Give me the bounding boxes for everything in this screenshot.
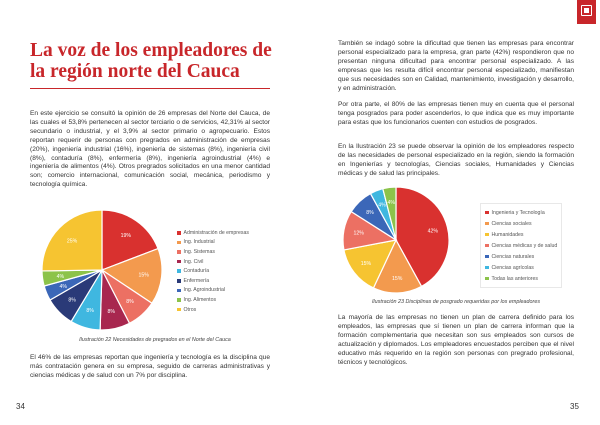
legend-swatch — [485, 277, 489, 281]
legend-item — [177, 266, 249, 276]
legend-swatch — [177, 298, 181, 302]
legend-swatch — [177, 269, 181, 273]
legend-swatch — [177, 279, 181, 283]
legend-item — [485, 251, 557, 262]
legend-label: Ing. Sistemas — [183, 248, 215, 255]
legend-swatch — [485, 244, 489, 248]
page-number-left: 34 — [16, 402, 25, 411]
legend-item — [177, 295, 249, 305]
legend-label: Todas las anteriores — [491, 275, 538, 282]
figure-caption-22: Ilustración 22 Necesidades de pregrados en el Norte del Cauca — [79, 337, 231, 343]
legend-label: Ing. Agroindustrial — [183, 287, 226, 294]
pie-data-label: 8% — [107, 308, 115, 315]
legend-label: Otros — [183, 306, 197, 313]
legend-item — [485, 262, 557, 273]
legend-item — [177, 228, 249, 238]
legend-swatch — [485, 222, 489, 226]
pie-data-label: 8% — [86, 308, 94, 315]
legend-item — [485, 240, 557, 251]
right-page — [300, 0, 600, 425]
pie-data-label: 15% — [391, 275, 403, 282]
legend-label: Administración de empresas — [183, 229, 249, 236]
pie-data-label: 4% — [56, 273, 65, 280]
paragraph-posgrados: Por otra parte, el 80% de las empresas tienen muy en cuenta que el personal tenga posgrados para poder ascenderlos, lo que indica que es muy importante para estas que los funcionarios cuenten con estudios de posgrados. — [338, 101, 574, 126]
legend-swatch — [485, 233, 489, 237]
legend-item — [485, 229, 557, 240]
legend-label: Ingenieria y Tecnología — [491, 209, 545, 216]
paragraph-plan-carrera: La mayoría de las empresas no tienen un plan de carrera definido para los empleados, las empresas que sí tienen un plan de carrera informan que la formación complementaria que necesitan son sus empleados son cursos de actualización y diplomados. Los empleadores encuestados perciben que el nivel educativo más requerido en la región son personas con pregrado profesional, técnicos y tecnológicos. — [338, 314, 574, 366]
legend-swatch — [177, 231, 181, 235]
chart-legend-posgrados — [480, 203, 562, 288]
pie-data-label: 8% — [126, 299, 134, 306]
brand-logo-icon — [577, 0, 596, 24]
legend-item — [485, 218, 557, 229]
pie-data-label: 25% — [66, 238, 78, 245]
pie-data-label: 15% — [360, 261, 372, 268]
legend-item — [177, 276, 249, 286]
pie-data-label: 4% — [59, 284, 68, 291]
legend-item — [177, 286, 249, 296]
pie-chart-posgrados — [338, 185, 458, 297]
legend-label: Contaduría — [183, 268, 210, 275]
legend-label: Ing. Alimentos — [183, 296, 217, 303]
pie-data-label: 15% — [138, 272, 149, 279]
paragraph-dificultad: También se indagó sobre la dificultad que tienen las empresas para encontrar personal especializado para la empresa, gran parte (42%) respondieron que no presentan ninguna dificultad para encontrar personal especializado. A las empresas que les resulta difícil encontrar personal especializado, manifiestan que sus necesidades son en Calidad, mantenimiento, investigación y desarrollo, y en administración. — [338, 40, 574, 92]
legend-item — [177, 238, 249, 248]
figure-caption-23: Ilustración 23 Disciplinas de posgrado requeridas por los empleadores — [371, 299, 541, 305]
pie-data-label: 19% — [120, 233, 132, 240]
pie-data-label: 8% — [68, 297, 76, 304]
legend-label: Enfermería — [183, 277, 210, 284]
legend-item — [485, 207, 557, 218]
paragraph-ilustracion-23: En la Ilustración 23 se puede observar la opinión de los empleadores respecto de las necesidades de personal especializado en la región, siendo la formación en Ingenierías y tecnologías, Ciencias sociales, Humanidades y Ciencias médicas y de salud las principales. — [338, 143, 574, 177]
legend-label: Ing. Industrial — [183, 239, 215, 246]
legend-item — [177, 247, 249, 257]
pie-data-label: 4% — [378, 202, 386, 209]
pie-data-label: 4% — [387, 200, 395, 207]
legend-swatch — [177, 250, 181, 254]
legend-swatch — [485, 266, 489, 270]
legend-item — [177, 257, 249, 267]
legend-label: Ciencias naturales — [491, 253, 535, 260]
pie-data-label: 8% — [366, 210, 374, 217]
paragraph-intro: En este ejercicio se consultó la opinión de 26 empresas del Norte del Cauca, de las cuales el 53,8% pertenecen al sector terciario o de servicios, 42,31% al sector secundario o industrial, y el 3,9% al sector primario o agropecuario. Estos reportan requerir de personas con pregrados en administración de empresas (20%), ingeniería industrial (16%), ingeniería de sistemas (8%), ingeniería civil (8%), contaduría (8%), enfermería (8%), ingeniería agroindustrial (4%) e ingeniería de alimentos (4%). Otros pregrados solicitados en una menor cantidad son; comercio internacional, comunicación social, mecánica, periodismo y tecnología química. — [30, 110, 270, 189]
legend-swatch — [485, 255, 489, 259]
title-underline — [30, 88, 270, 89]
page-title: La voz de los empleadores de la región norte del Cauca — [30, 40, 272, 82]
paragraph-disciplinas: El 46% de las empresas reportan que ingeniería y tecnología es la disciplina que más contratación genera en su empresa, seguido de carreras administrativas y ciencias médicas y de salud con un 7% por disciplina. — [30, 354, 270, 379]
pie-chart-pregrados — [30, 208, 180, 333]
legend-label: Ciencias agrícolas — [491, 264, 534, 271]
legend-label: Ciencias médicas y de salud — [491, 242, 558, 249]
legend-label: Humanidades — [491, 231, 524, 238]
legend-swatch — [177, 289, 181, 293]
pie-data-label: 12% — [353, 230, 364, 237]
legend-label: Ciencias sociales — [491, 220, 532, 227]
legend-label: Ing. Civil — [183, 258, 204, 265]
pie-data-label: 42% — [427, 228, 439, 235]
legend-swatch — [177, 241, 181, 245]
legend-swatch — [177, 260, 181, 264]
legend-swatch — [177, 308, 181, 312]
legend-swatch — [485, 211, 489, 215]
legend-item — [177, 305, 249, 315]
page-number-right: 35 — [570, 402, 579, 411]
legend-item — [485, 273, 557, 284]
chart-legend-pregrados — [177, 228, 249, 314]
